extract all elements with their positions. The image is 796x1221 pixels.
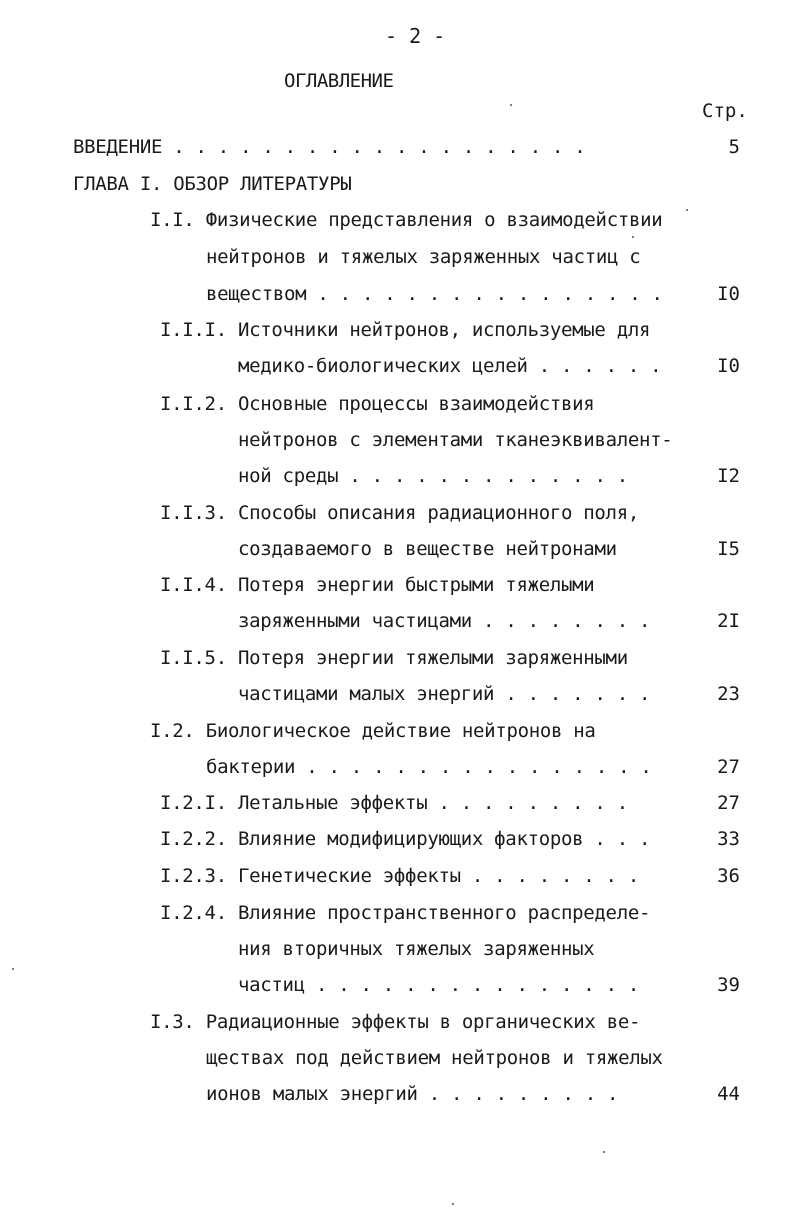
toc-page-ref: I0	[717, 283, 740, 305]
toc-page-ref: 5	[728, 136, 740, 158]
toc-line: ния вторичных тяжелых заряженных	[238, 938, 595, 960]
toc-page-ref: 39	[717, 974, 740, 996]
toc-line: I.2.3. Генетические эффекты . . . . . . . .	[160, 865, 639, 887]
toc-page-ref: 23	[717, 683, 740, 705]
toc-page-ref: 27	[717, 756, 740, 778]
toc-line: нейтронов и тяжелых заряженных частиц с	[206, 246, 641, 268]
toc-title: ОГЛАВЛЕНИЕ	[284, 70, 394, 92]
toc-line: I.3. Радиационные эффекты в органических ве-	[150, 1011, 641, 1033]
scan-speck	[452, 1203, 454, 1205]
toc-line: I.I. Физические представления о взаимодействии	[150, 209, 663, 231]
toc-line: веществом . . . . . . . . . . . . . . . .	[206, 283, 663, 305]
toc-line: I.I.3. Способы описания радиационного поля,	[160, 502, 639, 524]
toc-line: ионов малых энергий . . . . . . . . .	[206, 1083, 619, 1105]
toc-line: I.I.4. Потеря энергии быстрыми тяжелыми	[160, 574, 595, 596]
toc-line: заряженными частицами . . . . . . . .	[238, 610, 651, 632]
toc-line: ГЛАВА I. ОБЗОР ЛИТЕРАТУРЫ	[73, 173, 352, 195]
toc-line: ВВЕДЕНИЕ . . . . . . . . . . . . . . . . . . .	[73, 136, 586, 158]
toc-page-ref: I2	[717, 465, 740, 487]
toc-page-ref: 44	[717, 1083, 740, 1105]
toc-line: нейтронов с элементами тканеэквивалент-	[238, 429, 673, 451]
toc-line: ной среды . . . . . . . . . . . . .	[238, 465, 628, 487]
toc-page-ref: 27	[717, 792, 740, 814]
toc-line: I.2.4. Влияние пространственного распределе-	[160, 902, 651, 924]
toc-page-ref: I5	[717, 538, 740, 560]
scan-speck	[632, 236, 634, 238]
toc-line: I.2.2. Влияние модифицирующих факторов . . .	[160, 828, 651, 850]
toc-line: I.I.I. Источники нейтронов, используемые для	[160, 319, 651, 341]
toc-page-ref: 33	[717, 828, 740, 850]
toc-line: I.2.I. Летальные эффекты . . . . . . . . .	[160, 792, 628, 814]
toc-line: I.2. Биологическое действие нейтронов на	[150, 720, 596, 742]
page-number: - 2 -	[385, 24, 446, 48]
toc-line: создаваемого в веществе нейтронами	[238, 538, 617, 560]
toc-line: медико-биологических целей . . . . . .	[238, 355, 662, 377]
toc-line: I.I.2. Основные процессы взаимодействия	[160, 393, 595, 415]
scan-speck	[510, 104, 512, 106]
toc-page-ref: 2I	[717, 610, 740, 632]
toc-line: частиц . . . . . . . . . . . . . . .	[238, 974, 640, 996]
scan-speck	[603, 1151, 605, 1153]
toc-line: бактерии . . . . . . . . . . . . . . . .	[206, 756, 652, 778]
scan-speck	[12, 968, 14, 970]
page-column-header: Стр.	[702, 100, 748, 122]
scan-speck	[686, 209, 688, 211]
toc-line: ществах под действием нейтронов и тяжелых	[206, 1047, 663, 1069]
toc-line: частицами малых энергий . . . . . . .	[238, 683, 651, 705]
toc-page-ref: I0	[717, 355, 740, 377]
toc-page-ref: 36	[717, 865, 740, 887]
toc-line: I.I.5. Потеря энергии тяжелыми заряженными	[160, 647, 628, 669]
